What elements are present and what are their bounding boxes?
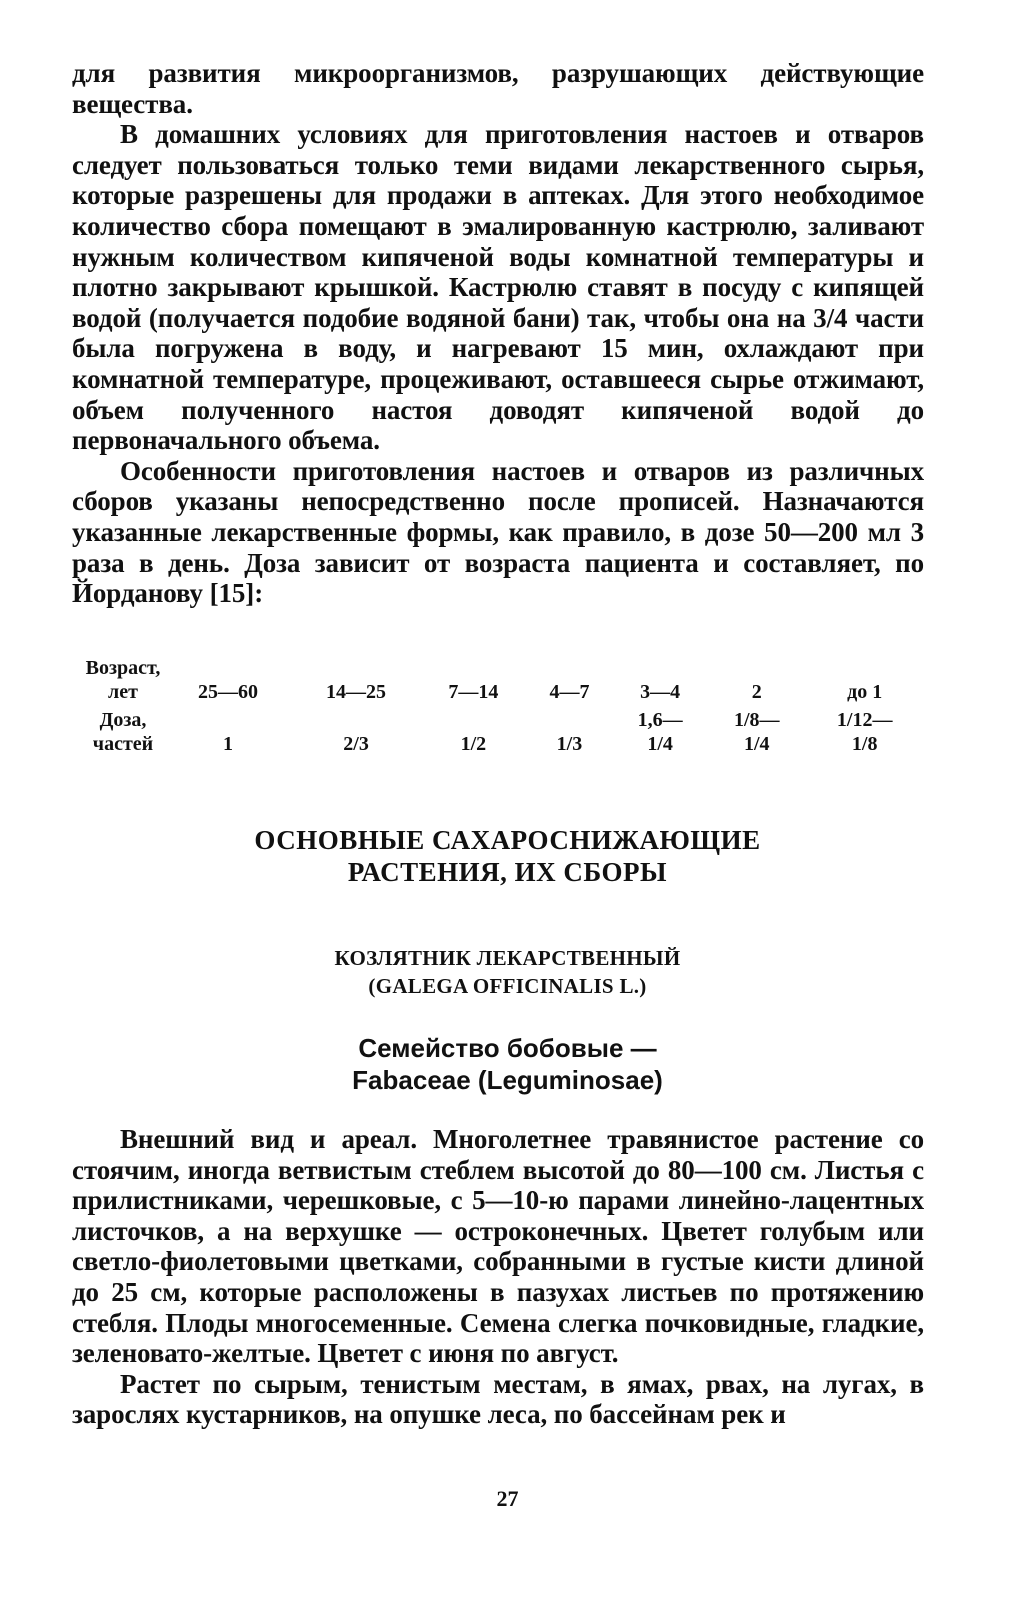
table-row — [82, 646, 924, 704]
paragraph: Растет по сырым, тенистым местам, в ямах, рвах, на лугах, в зарослях кустарников, на опушке леса, по бассейнам рек и — [72, 1368, 924, 1430]
table-cell: 1/3 — [556, 733, 583, 755]
table-cell: 1/12— 1/8 — [836, 709, 893, 755]
plant-name: КОЗЛЯТНИК ЛЕКАРСТВЕННЫЙ (GALEGA OFFICINALIS L.) — [334, 946, 681, 998]
plant-description — [72, 1124, 924, 1430]
paragraph: Особенности приготовления настоев и отваров из различных сборов указаны непосредственно после прописей. Назначаются указанные лекарственные формы, как правило, в дозе 50—200 мл 3 раза в день. Доза зависит от возраста пациента и составляет, по Йорданову [15]: — [72, 455, 924, 609]
table-cell: 1,6— 1/4 — [637, 709, 683, 755]
table-cell: 2 — [751, 681, 762, 703]
table-cell: 1/2 — [460, 733, 487, 755]
table-cell: 1 — [223, 733, 234, 755]
row-label: Доза, частей — [92, 709, 154, 755]
table-cell: 25—60 — [198, 681, 259, 703]
paragraph: Внешний вид и ареал. Многолетнее травянистое растение со стоячим, иногда ветвистым стеблем высотой до 80—100 см. Листья с прилистниками, черешковые, с 5—10-ю парами линейно-лацентных листочков, а на верхушке — остроконечных. Цветет голубым или светло-фиолетовыми цветками, собранными в густые кисти длиной до 25 см, которые расположены в пазухах листьев по протяжению стебля. Плоды многосеменные. Семена слегка почковидные, гладкие, зеленовато-желтые. Цветет с июня по август. — [72, 1124, 924, 1369]
page-number: 27 — [496, 1486, 519, 1511]
intro-text — [72, 58, 924, 609]
table-cell: 2/3 — [343, 733, 369, 755]
table-row — [82, 704, 924, 756]
table-cell: 3—4 — [640, 681, 681, 703]
table-cell: 14—25 — [326, 681, 387, 703]
section-title: ОСНОВНЫЕ САХАРОСНИЖАЮЩИЕ РАСТЕНИЯ, ИХ СБОРЫ — [254, 825, 761, 887]
row-label: Возраст, лет — [85, 657, 161, 703]
paragraph: для развития микроорганизмов, разрушающих действующие вещества. — [72, 58, 924, 119]
plant-family: Семейство бобовые — Fabaceae (Leguminosae) — [352, 1033, 663, 1095]
table-cell: 4—7 — [549, 681, 590, 703]
dose-table — [82, 646, 924, 756]
paragraph: В домашних условиях для приготовления настоев и отваров следует пользоваться только теми видами лекарственного сырья, которые разрешены для продажи в аптеках. Для этого необходимое количество сбора помещают в эмалированную кастрюлю, заливают нужным количеством кипяченой воды комнатной температуры и плотно закрывают крышкой. Кастрюлю ставят в посуду с кипящей водой (получается подобие водяной бани) так, чтобы она на 3/4 части была погружена в воду, и нагревают 15 мин, охлаждают при комнатной температуре, процеживают, оставшееся сырье отжимают, объем полученного настоя доводят кипяченой водой до первоначального объема. — [72, 119, 924, 456]
table-cell: 1/8— 1/4 — [733, 709, 780, 755]
table-cell: 7—14 — [448, 681, 499, 703]
table-cell: до 1 — [847, 681, 883, 703]
